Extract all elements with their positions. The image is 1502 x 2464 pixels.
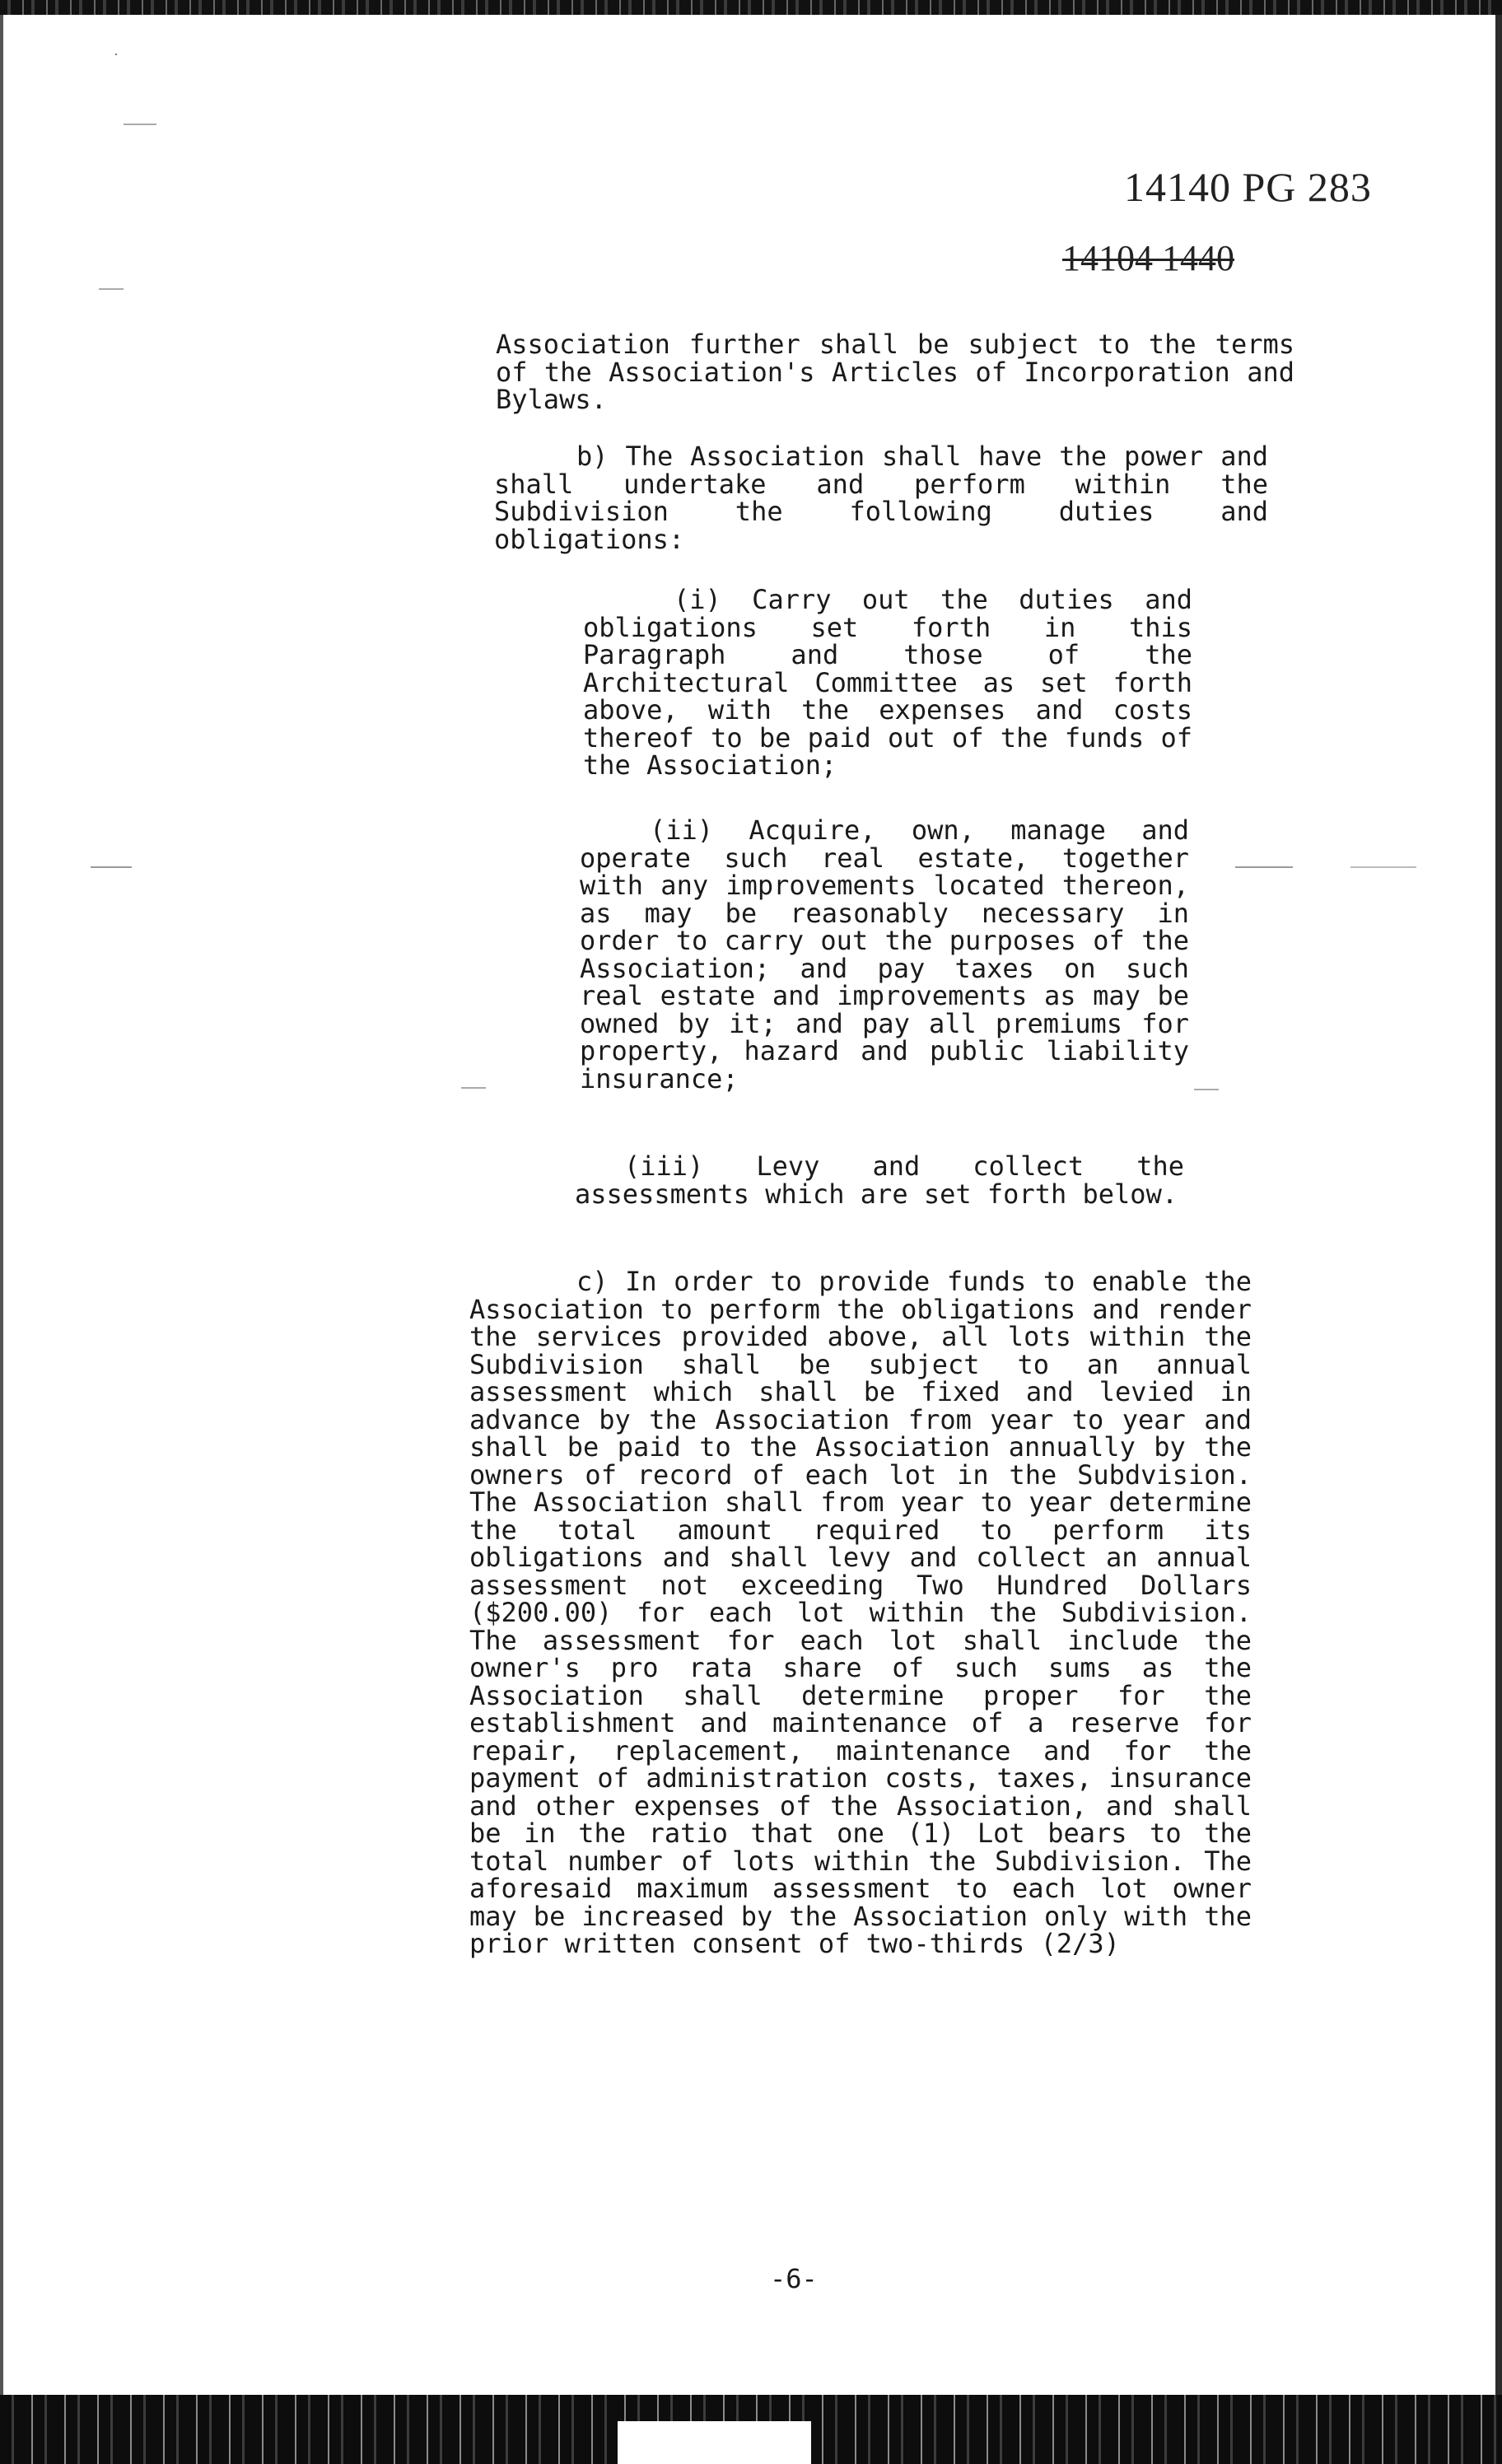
scan-left-edge bbox=[0, 15, 3, 2395]
struck-book-stamp: 14104 1440 bbox=[1062, 238, 1234, 278]
scan-speck bbox=[1350, 866, 1416, 868]
book-page-stamp: 14140 PG 283 bbox=[1124, 164, 1372, 210]
scan-top-border bbox=[0, 0, 1502, 15]
paragraph-c: c) In order to provide funds to enable the Association to perform the obligations and render the services provided above, all lots within the Subdivision shall be subject to an annual assessment which shall be fixed and levied in advance by the Association from year to year and shall be paid to the Association annually by the owners of record of each lot in the Subdvision. The Association shall from year to year determine the total amount required to perform its obligations and shall levy and collect an annual assessment not exceeding Two Hundred Dollars ($200.00) for each lot within the Subdivision. The assessment for each lot shall include the owner's pro rata share of such sums as the Association shall determine proper for the establishment and maintenance of a reserve for repair, replacement, maintenance and for the payment of administration costs, taxes, insurance and other expenses of the Association, and shall be in the ratio that one (1) Lot bears to the total number of lots within the Subdivision. The aforesaid maximum assessment to each lot owner may be increased by the Association only with the prior written consent of two-thirds (2/3) bbox=[469, 1266, 1252, 1959]
intro-paragraph: Association further shall be subject to the terms of the Association's Articles of Incorporation and Bylaws. bbox=[496, 329, 1294, 415]
scan-speck bbox=[115, 54, 117, 55]
page-number: -6- bbox=[770, 2263, 818, 2294]
scan-speck bbox=[124, 124, 156, 125]
paragraph-b-iii: (iii) Levy and collect the assessments which are set forth below. bbox=[575, 1150, 1184, 1210]
scan-speck bbox=[91, 866, 132, 868]
paragraph-b: b) The Association shall have the power and shall undertake and perform within the Subdivision the following duties and obligations: bbox=[494, 441, 1268, 555]
scan-speck bbox=[1235, 866, 1293, 868]
paragraph-b-ii: (ii) Acquire, own, manage and operate such real estate, together with any improvements located thereon, as may be reasonably necessary in order to carry out the purposes of the Association; and pay taxes on such real estate and improvements as may be owned by it; and pay all premiums for property, hazard and public liability insurance; bbox=[580, 814, 1189, 1094]
scan-speck bbox=[1194, 1089, 1219, 1090]
paragraph-b-i: (i) Carry out the duties and obligations set forth in this Paragraph and those of the Architectural Committee as set forth above, with the expenses and costs thereof to be paid out of the funds of the Association; bbox=[583, 584, 1192, 781]
scan-speck bbox=[461, 1087, 486, 1089]
scan-speck bbox=[99, 288, 124, 290]
scan-right-edge bbox=[1495, 15, 1502, 2395]
scan-bottom-gap bbox=[618, 2421, 811, 2464]
